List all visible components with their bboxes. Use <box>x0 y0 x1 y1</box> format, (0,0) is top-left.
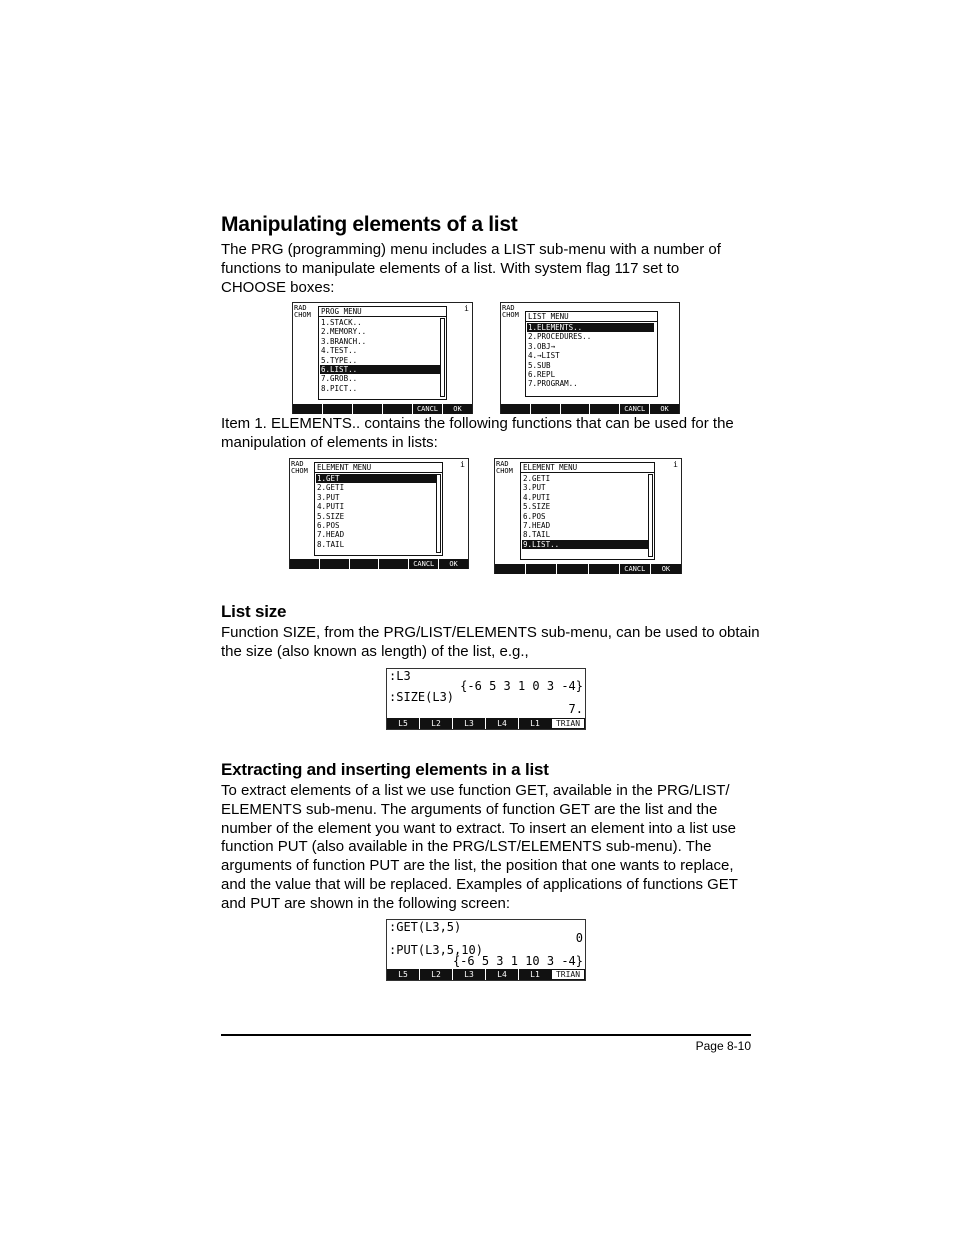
menu-item[interactable]: 2.PROCEDURES.. <box>528 332 592 342</box>
status-indicator: RAD CHOM <box>294 304 311 319</box>
choose-box-title: ELEMENT MENU <box>315 463 442 473</box>
menu-item[interactable]: 7.PROGRAM.. <box>528 379 578 389</box>
soft-key[interactable]: L2 <box>419 969 452 980</box>
text-line: functions to manipulate elements of a list. With system flag 117 set to <box>221 259 680 277</box>
menu-item[interactable]: 6.POS <box>523 511 546 521</box>
menu-item[interactable]: 2.GETI <box>523 474 551 483</box>
menu-item-selected[interactable]: 6.LIST.. <box>320 365 440 374</box>
text-line: arguments of function PUT are the list, the position that one wants to replace, <box>221 857 734 875</box>
soft-key[interactable]: L1 <box>518 969 551 980</box>
menu-item[interactable]: 3.PUT <box>317 492 340 502</box>
menu-item[interactable]: 5.SIZE <box>523 502 551 512</box>
soft-key[interactable]: L3 <box>452 969 485 980</box>
soft-menu-bar <box>501 404 679 414</box>
cancel-soft-key[interactable]: CANCL <box>408 559 438 569</box>
status-indicator: RAD CHOM <box>291 460 308 475</box>
soft-key[interactable] <box>588 564 619 574</box>
soft-key[interactable]: L4 <box>485 718 518 729</box>
text-line: number of the element you want to extract. To insert an element into a list use <box>221 819 737 837</box>
extract-paragraph <box>221 782 761 914</box>
stack-entry: :GET(L3,5) <box>389 920 462 934</box>
soft-key[interactable] <box>382 404 412 414</box>
cancel-soft-key[interactable]: CANCL <box>619 564 650 574</box>
soft-key[interactable]: L4 <box>485 969 518 980</box>
soft-key[interactable]: L2 <box>419 718 452 729</box>
menu-item-selected[interactable]: 9.LIST.. <box>522 540 648 549</box>
scrollbar[interactable] <box>440 318 445 397</box>
soft-key[interactable] <box>495 564 525 574</box>
soft-key[interactable]: TRIAN <box>551 718 585 729</box>
flag-indicator: i <box>460 460 465 469</box>
soft-key[interactable]: L1 <box>518 718 551 729</box>
text-line: ELEMENTS sub-menu. The arguments of function GET are the list and the <box>221 800 718 818</box>
menu-item[interactable]: 2.GETI <box>317 483 345 493</box>
menu-item[interactable]: 8.PICT.. <box>321 383 358 393</box>
soft-menu-bar <box>387 969 585 980</box>
ok-soft-key[interactable]: OK <box>438 559 468 569</box>
section-heading: Manipulating elements of a list <box>221 213 518 236</box>
cancel-soft-key[interactable]: CANCL <box>412 404 442 414</box>
soft-menu-bar <box>387 718 585 729</box>
text-line: function PUT (also available in the PRG/LST/ELEMENTS sub-menu). The <box>221 838 712 856</box>
text-line: CHOOSE boxes: <box>221 278 335 296</box>
soft-key[interactable] <box>501 404 530 414</box>
status-indicator: RAD CHOM <box>496 460 513 475</box>
soft-key[interactable] <box>319 559 349 569</box>
soft-key[interactable] <box>378 559 408 569</box>
stack-entry: :SIZE(L3) <box>389 690 455 704</box>
choose-box <box>318 306 447 400</box>
soft-key[interactable] <box>290 559 319 569</box>
ok-soft-key[interactable]: OK <box>650 564 681 574</box>
ok-soft-key[interactable]: OK <box>649 404 679 414</box>
soft-key[interactable]: TRIAN <box>551 969 585 980</box>
menu-item[interactable]: 5.SUB <box>528 360 551 370</box>
soft-menu-bar <box>495 564 681 574</box>
intro-paragraph <box>221 241 761 297</box>
menu-item[interactable]: 3.BRANCH.. <box>321 336 367 346</box>
menu-item-selected[interactable]: 1.ELEMENTS.. <box>527 323 654 332</box>
menu-item[interactable]: 4.→LIST <box>528 351 560 361</box>
soft-key[interactable] <box>589 404 619 414</box>
soft-menu-bar <box>290 559 468 569</box>
choose-box <box>520 462 655 560</box>
stack-result: {-6 5 3 1 0 3 -4} <box>460 679 583 693</box>
ok-soft-key[interactable]: OK <box>442 404 472 414</box>
screenshot-prog-menu <box>292 302 473 414</box>
menu-item[interactable]: 5.SIZE <box>317 511 345 521</box>
flag-indicator: i <box>464 304 469 313</box>
soft-key[interactable]: L5 <box>398 719 408 728</box>
soft-key[interactable] <box>349 559 379 569</box>
item1-paragraph <box>221 415 761 453</box>
text-line: and PUT are shown in the following screen: <box>221 894 511 912</box>
soft-menu-bar <box>293 404 472 414</box>
text-line: Item 1. ELEMENTS.. contains the following functions that can be used for the <box>221 415 734 432</box>
stack-result: 0 <box>575 931 583 945</box>
text-line: Function SIZE, from the PRG/LIST/ELEMENTS sub-menu, can be used to obtain <box>221 624 760 641</box>
choose-box <box>314 462 443 556</box>
menu-item[interactable]: 4.PUTI <box>523 492 551 502</box>
choose-box <box>525 311 658 397</box>
menu-item[interactable]: 7.HEAD <box>523 521 551 531</box>
stack-result: {-6 5 3 1 10 3 -4} <box>452 954 583 968</box>
screenshot-list-menu <box>500 302 680 414</box>
stack-result: 7. <box>568 702 583 716</box>
text-line: the size (also known as length) of the list, e.g., <box>221 642 529 660</box>
scrollbar[interactable] <box>648 474 653 557</box>
list-size-heading: List size <box>221 602 287 621</box>
soft-key[interactable]: L3 <box>452 718 485 729</box>
menu-item-selected[interactable]: 1.GET <box>316 474 436 483</box>
soft-key[interactable] <box>352 404 382 414</box>
status-indicator: RAD CHOM <box>502 304 519 319</box>
menu-item[interactable]: 3.PUT <box>523 483 546 493</box>
screenshot-size-example <box>386 668 586 730</box>
stack-entry: :PUT(L3,5,10) <box>389 943 483 957</box>
screenshot-get-put-example <box>386 919 586 981</box>
menu-item[interactable]: 8.TAIL <box>317 539 345 549</box>
menu-item[interactable]: 4.PUTI <box>317 502 345 512</box>
text-line: To extract elements of a list we use function GET, available in the PRG/LIST/ <box>221 782 730 799</box>
soft-key[interactable]: L5 <box>398 970 408 979</box>
text-line: and the value that will be replaced. Examples of applications of functions GET <box>221 875 738 893</box>
soft-key[interactable] <box>322 404 352 414</box>
stack-entry: :L3 <box>389 669 411 683</box>
soft-key[interactable] <box>530 404 560 414</box>
scrollbar[interactable] <box>436 474 441 553</box>
menu-item[interactable]: 5.TYPE.. <box>321 355 358 365</box>
soft-key[interactable] <box>293 404 322 414</box>
soft-key[interactable] <box>525 564 556 574</box>
menu-item[interactable]: 8.TAIL <box>523 530 551 540</box>
menu-item[interactable]: 7.HEAD <box>317 530 345 540</box>
menu-item[interactable]: 3.OBJ→ <box>528 341 556 351</box>
menu-item[interactable]: 7.GROB.. <box>321 374 358 384</box>
choose-box-title: PROG MENU <box>319 307 446 317</box>
soft-key[interactable] <box>560 404 590 414</box>
choose-box-title: ELEMENT MENU <box>521 463 654 473</box>
page-number: Page 8-10 <box>695 1039 751 1053</box>
text-line: The PRG (programming) menu includes a LIST sub-menu with a number of <box>221 241 721 258</box>
extract-heading: Extracting and inserting elements in a list <box>221 760 549 779</box>
menu-item[interactable]: 4.TEST.. <box>321 346 358 356</box>
screenshot-element-menu-scrolled <box>494 458 682 574</box>
flag-indicator: i <box>673 460 678 469</box>
screenshot-element-menu-top <box>289 458 469 569</box>
list-size-paragraph <box>221 624 761 662</box>
menu-item[interactable]: 6.REPL <box>528 370 556 380</box>
soft-key[interactable] <box>556 564 587 574</box>
footer-rule <box>221 1034 751 1036</box>
text-line: manipulation of elements in lists: <box>221 433 438 451</box>
choose-box-title: LIST MENU <box>526 312 657 322</box>
cancel-soft-key[interactable]: CANCL <box>619 404 649 414</box>
menu-item[interactable]: 2.MEMORY.. <box>321 327 367 337</box>
menu-item[interactable]: 1.STACK.. <box>321 318 362 327</box>
menu-item[interactable]: 6.POS <box>317 521 340 531</box>
